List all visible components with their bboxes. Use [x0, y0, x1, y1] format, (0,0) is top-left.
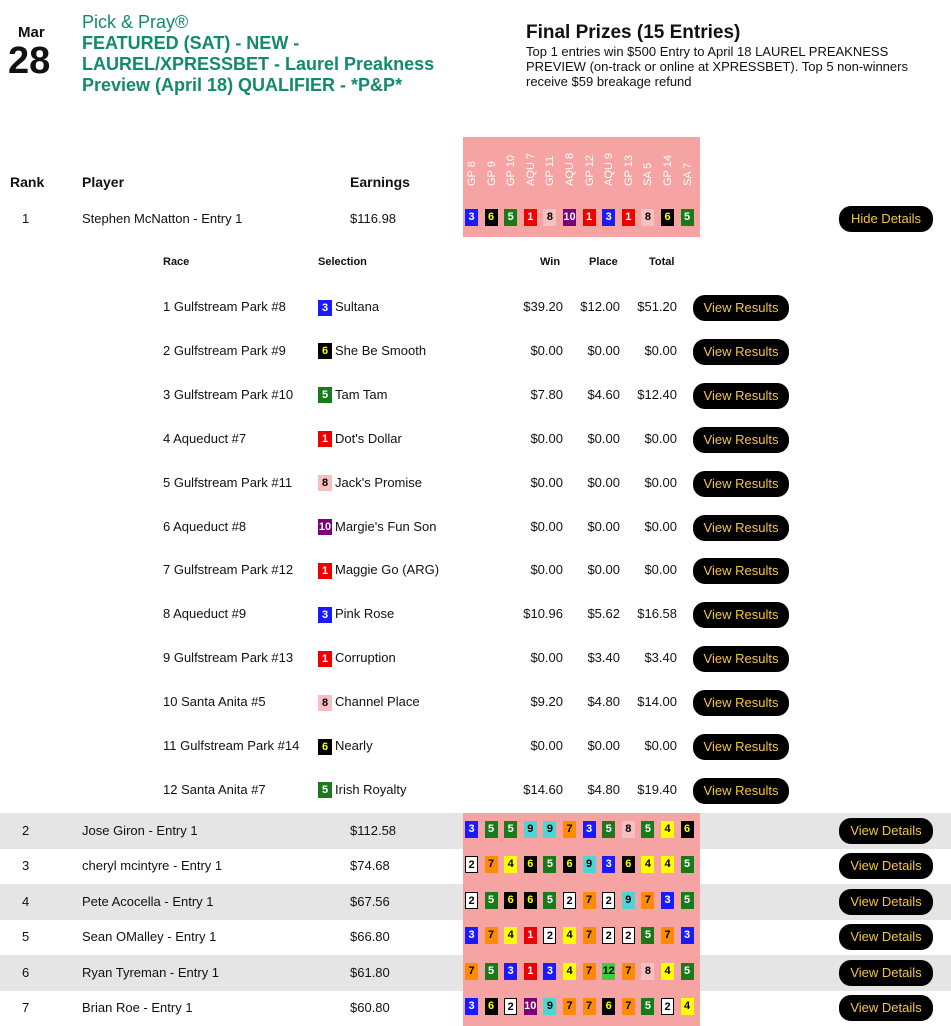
- view-results-button[interactable]: View Results: [693, 427, 789, 453]
- detail-win: $0.00: [530, 518, 563, 534]
- detail-race-header: Race: [163, 256, 190, 268]
- pick-chip: 4: [504, 856, 517, 873]
- pick-chip: 1: [583, 209, 596, 226]
- pick-chip: 3: [504, 963, 517, 980]
- pick-chip: 3: [465, 821, 478, 838]
- horse-name: Channel Place: [335, 694, 420, 710]
- detail-place: $0.00: [587, 342, 620, 358]
- detail-place: $4.80: [587, 694, 620, 710]
- pick-chip: 7: [622, 998, 635, 1015]
- horse-number: 8: [318, 475, 332, 491]
- earnings-value: $66.80: [350, 929, 390, 944]
- detail-row: [0, 769, 951, 813]
- detail-selection: [318, 299, 379, 316]
- detail-total: $0.00: [644, 430, 677, 446]
- view-results-button[interactable]: View Results: [693, 471, 789, 497]
- horse-name: Maggie Go (ARG): [335, 562, 440, 578]
- horse-name: Margie's Fun Son: [335, 518, 437, 534]
- pick-chip: 3: [602, 209, 615, 226]
- detail-row: [0, 418, 951, 462]
- contest-title: FEATURED (SAT) - NEW - LAUREL/XPRESSBET - Laurel Preakness Preview (April 18) QUALIFIER - *P&P*: [82, 33, 435, 95]
- detail-race: 6 Aqueduct #8: [163, 518, 247, 534]
- detail-race: 5 Gulfstream Park #11: [163, 474, 293, 490]
- race-column-label: AQU 7: [524, 152, 537, 186]
- race-column-label: GP 10: [505, 155, 518, 186]
- view-details-button[interactable]: View Details: [839, 960, 933, 986]
- rank-value: 7: [22, 1000, 30, 1015]
- pick-chip: 6: [485, 209, 498, 226]
- player-name: Jose Giron - Entry 1: [82, 823, 198, 838]
- detail-total: $0.00: [644, 518, 677, 534]
- horse-number: 1: [318, 651, 332, 667]
- horse-number: 5: [318, 782, 332, 798]
- pick-chip: 6: [504, 892, 517, 909]
- detail-selection: [318, 782, 407, 799]
- player-name: Sean OMalley - Entry 1: [82, 929, 217, 944]
- detail-selection-header: Selection: [318, 256, 367, 268]
- detail-win: $10.96: [523, 606, 563, 622]
- pick-chip: 1: [622, 209, 635, 226]
- horse-name: Sultana: [335, 299, 380, 314]
- detail-place: $0.00: [587, 738, 620, 753]
- pick-chip: 6: [563, 856, 576, 873]
- pick-chip: 9: [524, 821, 537, 838]
- horse-number: 6: [318, 343, 332, 359]
- player-header: Player: [82, 174, 125, 190]
- pick-chip: 5: [641, 998, 654, 1015]
- horse-name: She Be Smooth: [335, 342, 427, 358]
- detail-selection: [318, 519, 436, 536]
- detail-place: $3.40: [587, 650, 620, 666]
- race-column-label: GP 14: [662, 155, 674, 186]
- horse-number: 10: [318, 521, 332, 534]
- race-column-header: [642, 150, 656, 198]
- pick-chip: 6: [681, 821, 694, 838]
- horse-number: 5: [318, 387, 332, 403]
- detail-race: 9 Gulfstream Park #13: [163, 650, 294, 666]
- detail-selection: [318, 562, 439, 579]
- detail-selection: [318, 606, 394, 623]
- detail-place: $0.00: [587, 474, 620, 490]
- pick-chip: 7: [563, 821, 576, 838]
- detail-win: $0.00: [530, 738, 563, 753]
- pick-chip: 7: [583, 927, 596, 944]
- view-results-button[interactable]: View Results: [693, 295, 789, 321]
- pick-chip: 3: [465, 209, 478, 226]
- earnings-header: Earnings: [350, 174, 410, 190]
- prizes-description: Top 1 entries win $500 Entry to April 18 LAUREL PREAKNESS PREVIEW (on-track or online at XPRESSBET). Top 5 non-winners receive $59 breakage refund: [526, 44, 908, 89]
- rank-value: 4: [22, 894, 30, 909]
- pick-chip: 6: [661, 209, 674, 226]
- pick-chip: 9: [583, 856, 596, 873]
- pick-chip: 2: [602, 892, 615, 909]
- pick-chip: 9: [622, 892, 635, 909]
- pick-chip: 4: [504, 927, 517, 944]
- detail-total: $14.00: [637, 694, 677, 710]
- view-results-button[interactable]: View Results: [693, 383, 789, 409]
- pick-chip: 5: [485, 963, 498, 980]
- pick-chip: 1: [524, 963, 537, 980]
- detail-row: [0, 725, 951, 769]
- view-results-button[interactable]: View Results: [693, 734, 789, 760]
- pick-chip: 4: [661, 821, 674, 838]
- detail-win: $0.00: [530, 430, 563, 446]
- pick-chip: 3: [543, 963, 556, 980]
- horse-name: Irish Royalty: [335, 781, 407, 797]
- view-results-button[interactable]: View Results: [693, 339, 789, 365]
- contest-title-block: [82, 12, 482, 96]
- pick-chip: 7: [622, 963, 635, 980]
- pick-chip: 12: [602, 963, 615, 980]
- pick-chip: 5: [504, 821, 517, 838]
- pick-chip: 5: [641, 927, 654, 944]
- detail-place: $4.60: [587, 386, 620, 402]
- player-name: Pete Acocella - Entry 1: [82, 894, 214, 909]
- pick-chip: 5: [485, 892, 498, 909]
- pick-chip: 5: [543, 892, 556, 909]
- race-column-header: [466, 150, 480, 198]
- race-column-label: GP 11: [544, 155, 557, 186]
- horse-number: 3: [318, 300, 332, 316]
- detail-race: 8 Aqueduct #9: [163, 606, 247, 622]
- race-column-label: AQU 8: [564, 152, 576, 186]
- detail-selection: [318, 738, 373, 755]
- detail-race: 3 Gulfstream Park #10: [163, 386, 294, 402]
- detail-row: [0, 330, 951, 374]
- detail-place: $5.62: [587, 606, 620, 622]
- horse-number: 6: [318, 739, 332, 755]
- detail-total: $0.00: [644, 474, 677, 490]
- pick-chip: 5: [681, 963, 694, 980]
- pick-chip: 3: [602, 856, 615, 873]
- detail-total: $12.40: [637, 386, 677, 402]
- pick-chip: 5: [485, 821, 498, 838]
- pick-chip: 6: [485, 998, 498, 1015]
- pick-chip: 7: [641, 892, 654, 909]
- pick-chip: 7: [661, 927, 674, 944]
- detail-win: $0.00: [530, 650, 563, 666]
- detail-row: [0, 549, 951, 593]
- detail-race: 7 Gulfstream Park #12: [163, 562, 294, 578]
- contest-month: Mar: [18, 24, 45, 41]
- race-column-label: GP 9: [485, 161, 498, 186]
- pick-chip: 2: [563, 892, 576, 909]
- race-column-label: SA 5: [642, 162, 655, 186]
- detail-race: 12 Santa Anita #7: [163, 781, 266, 797]
- pick-chip: 5: [602, 821, 615, 838]
- pick-chip: 2: [661, 998, 674, 1015]
- detail-row: [0, 593, 951, 637]
- horse-number: 8: [318, 695, 332, 711]
- game-brand: Pick & Pray®: [82, 12, 189, 32]
- pick-chip: 5: [681, 892, 694, 909]
- pick-chip: 1: [524, 927, 537, 944]
- detail-race: 10 Santa Anita #5: [163, 694, 266, 710]
- race-column-header: [662, 150, 676, 198]
- detail-row: [0, 462, 951, 506]
- race-column-header: [525, 150, 539, 198]
- pick-chip: 5: [681, 209, 694, 226]
- horse-name: Corruption: [335, 650, 396, 666]
- earnings-value: $67.56: [350, 894, 390, 909]
- earnings-value: $61.80: [350, 965, 390, 980]
- detail-win-header: Win: [540, 256, 561, 268]
- detail-total: $51.20: [637, 299, 677, 314]
- earnings-value: $112.58: [350, 823, 397, 838]
- detail-place-header: Place: [589, 256, 618, 268]
- race-column-header: [564, 150, 578, 198]
- pick-chip: 6: [524, 856, 537, 873]
- pick-chip: 4: [661, 856, 674, 873]
- pick-chip: 2: [622, 927, 635, 944]
- pick-chip: 7: [485, 927, 498, 944]
- pick-chip: 1: [524, 209, 537, 226]
- detail-selection: [318, 694, 420, 711]
- view-results-button[interactable]: View Results: [693, 515, 789, 541]
- detail-win: $0.00: [530, 342, 563, 358]
- race-column-header: [603, 150, 617, 198]
- detail-total: $3.40: [644, 650, 677, 666]
- detail-total: $16.58: [637, 606, 677, 622]
- detail-total: $0.00: [644, 738, 677, 753]
- rank-value: 3: [22, 858, 30, 873]
- detail-race: 4 Aqueduct #7: [163, 430, 247, 446]
- pick-chip: 6: [602, 998, 615, 1015]
- detail-win: $0.00: [530, 562, 563, 578]
- pick-chip: 2: [465, 856, 478, 873]
- detail-race: 2 Gulfstream Park #9: [163, 342, 286, 358]
- pick-chip: 6: [524, 892, 537, 909]
- race-column-header: [486, 150, 500, 198]
- detail-place: $0.00: [587, 518, 620, 534]
- prizes-title: Final Prizes (15 Entries): [526, 22, 741, 43]
- pick-chip: 2: [602, 927, 615, 944]
- player-name: cheryl mcintyre - Entry 1: [82, 858, 223, 873]
- pick-chip: 8: [641, 963, 654, 980]
- detail-selection: [318, 475, 422, 492]
- horse-name: Jack's Promise: [335, 474, 423, 490]
- pick-chip: 4: [661, 963, 674, 980]
- detail-win: $9.20: [530, 694, 563, 710]
- detail-row: [0, 637, 951, 681]
- pick-chip: 3: [583, 821, 596, 838]
- race-column-label: SA 7: [681, 162, 694, 186]
- detail-selection: [318, 650, 396, 667]
- rank-value: 6: [22, 965, 30, 980]
- detail-total: $19.40: [637, 781, 677, 797]
- horse-name: Dot's Dollar: [335, 430, 402, 446]
- race-column-header: [584, 150, 598, 198]
- detail-total: $0.00: [644, 342, 677, 358]
- view-results-button[interactable]: View Results: [693, 690, 789, 716]
- view-details-button[interactable]: View Details: [839, 889, 933, 915]
- race-column-label: GP 13: [622, 155, 635, 186]
- race-column-header: [505, 150, 519, 198]
- detail-total-header: Total: [649, 256, 675, 268]
- pick-chip: 7: [563, 998, 576, 1015]
- detail-selection: [318, 343, 426, 360]
- horse-number: 3: [318, 607, 332, 623]
- race-column-label: AQU 9: [603, 152, 616, 186]
- pick-chip: 3: [681, 927, 694, 944]
- detail-place: $0.00: [587, 430, 620, 446]
- horse-name: Pink Rose: [335, 606, 395, 622]
- detail-place: $4.80: [587, 781, 620, 797]
- horse-number: 1: [318, 563, 332, 579]
- horse-number: 1: [318, 431, 332, 447]
- detail-row: [0, 286, 951, 330]
- detail-selection: [318, 431, 402, 448]
- player-name: Stephen McNatton - Entry 1: [82, 211, 243, 226]
- detail-win: $14.60: [523, 781, 563, 797]
- pick-chip: 4: [563, 927, 576, 944]
- rank-value: 5: [22, 929, 30, 944]
- pick-chip: 5: [641, 821, 654, 838]
- pick-chip: 4: [641, 856, 654, 873]
- pick-chip: 7: [465, 963, 478, 980]
- detail-row: [0, 374, 951, 418]
- pick-chip: 8: [641, 209, 654, 226]
- rank-value: 1: [22, 211, 30, 226]
- pick-chip: 6: [622, 856, 635, 873]
- detail-total: $0.00: [644, 562, 677, 578]
- rank-value: 2: [22, 823, 30, 838]
- detail-place: $12.00: [580, 299, 620, 314]
- pick-chip: 4: [563, 963, 576, 980]
- view-details-button[interactable]: View Details: [839, 853, 933, 879]
- race-column-header: [682, 150, 696, 198]
- player-name: Ryan Tyreman - Entry 1: [82, 965, 220, 980]
- pick-chip: 10: [563, 209, 576, 226]
- race-column-label: GP 12: [583, 155, 596, 186]
- detail-race: 11 Gulfstream Park #14: [163, 738, 300, 753]
- earnings-value: $74.68: [350, 858, 390, 873]
- detail-race: 1 Gulfstream Park #8: [163, 299, 286, 314]
- race-column-header: [623, 150, 637, 198]
- pick-chip: 3: [661, 892, 674, 909]
- contest-day: 28: [8, 40, 51, 82]
- view-results-button[interactable]: View Results: [693, 602, 789, 628]
- view-results-button[interactable]: View Results: [693, 778, 789, 804]
- detail-win: $39.20: [523, 299, 563, 314]
- pick-chip: 3: [465, 998, 478, 1015]
- pick-chip: 7: [485, 856, 498, 873]
- view-details-button[interactable]: View Details: [839, 995, 933, 1021]
- pick-chip: 4: [681, 998, 694, 1015]
- horse-name: Nearly: [335, 738, 373, 753]
- detail-place: $0.00: [587, 562, 620, 578]
- view-details-button[interactable]: View Details: [839, 818, 933, 844]
- pick-chip: 9: [543, 821, 556, 838]
- view-results-button[interactable]: View Results: [693, 558, 789, 584]
- rank-header: Rank: [10, 174, 45, 190]
- detail-win: $7.80: [530, 386, 563, 402]
- pick-chip: 5: [543, 856, 556, 873]
- hide-details-button[interactable]: Hide Details: [839, 206, 933, 232]
- earnings-value: $60.80: [350, 1000, 390, 1015]
- view-details-button[interactable]: View Details: [839, 924, 933, 950]
- pick-chip: 2: [504, 998, 517, 1015]
- pick-chip: 8: [543, 209, 556, 226]
- player-name: Brian Roe - Entry 1: [82, 1000, 193, 1015]
- horse-name: Tam Tam: [335, 386, 388, 402]
- earnings-value: $116.98: [350, 211, 397, 226]
- pick-chip: 9: [543, 998, 556, 1015]
- pick-chip: 2: [465, 892, 478, 909]
- prizes-block: [526, 22, 946, 89]
- view-results-button[interactable]: View Results: [693, 646, 789, 672]
- detail-selection: [318, 387, 388, 404]
- pick-chip: 7: [583, 963, 596, 980]
- race-column-label: GP 8: [466, 161, 478, 186]
- pick-chip: 8: [622, 821, 635, 838]
- pick-chip: 10: [524, 998, 537, 1015]
- pick-chip: 7: [583, 998, 596, 1015]
- pick-chip: 5: [504, 209, 517, 226]
- detail-row: [0, 506, 951, 550]
- detail-row: [0, 681, 951, 725]
- race-column-header: [544, 150, 558, 198]
- pick-chip: 2: [543, 927, 556, 944]
- pick-chip: 5: [681, 856, 694, 873]
- pick-chip: 7: [583, 892, 596, 909]
- detail-win: $0.00: [530, 474, 563, 490]
- pick-chip: 3: [465, 927, 478, 944]
